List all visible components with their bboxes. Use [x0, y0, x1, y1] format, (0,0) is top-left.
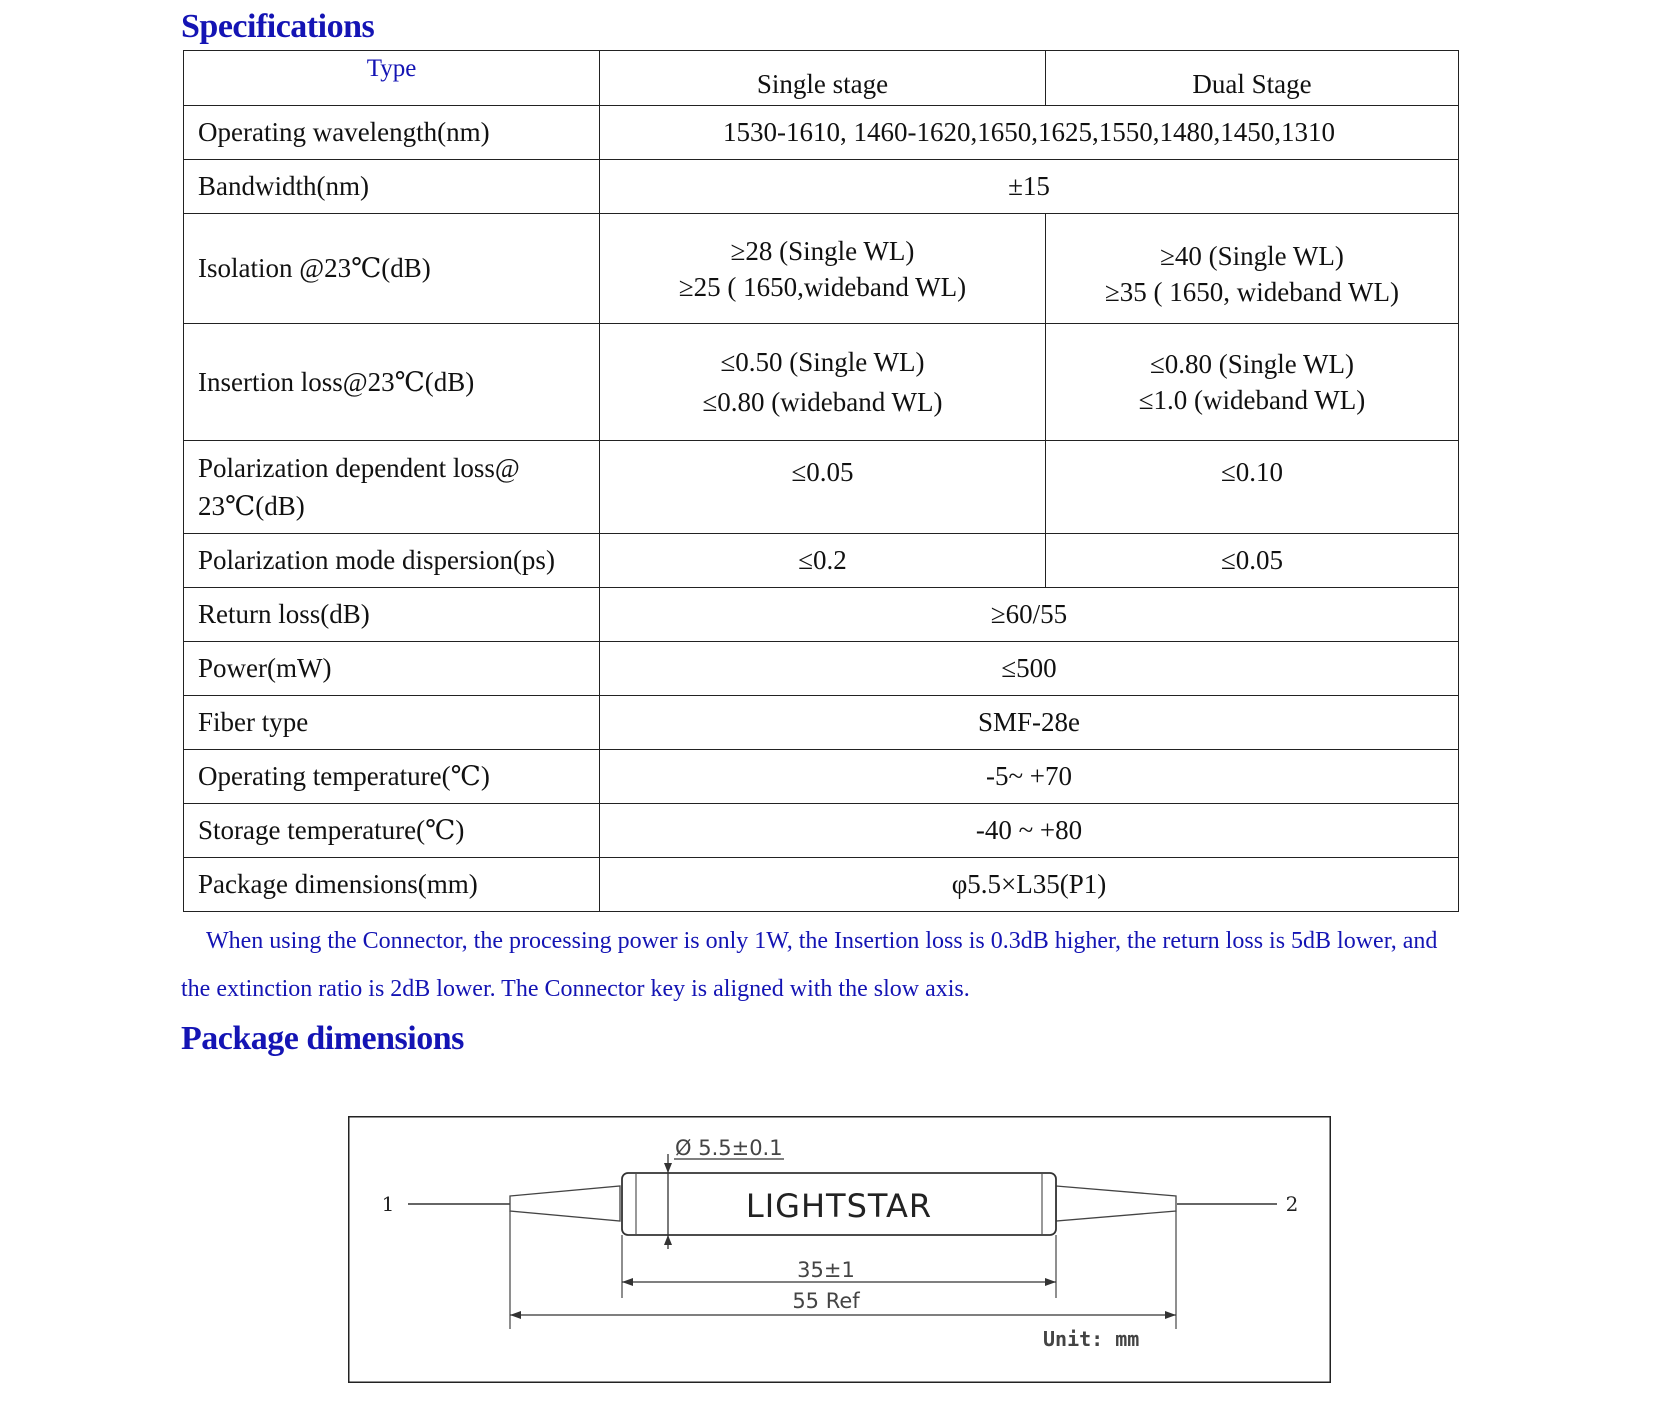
row-value-dual: ≤0.10 [1046, 441, 1459, 534]
row-value-single: ≤0.50 (Single WL) ≤0.80 (wideband WL) [600, 324, 1046, 441]
row-value: 1530-1610, 1460-1620,1650,1625,1550,1480,1450,1310 [600, 106, 1459, 160]
row-label: Polarization mode dispersion(ps) [184, 534, 600, 588]
row-value-dual: ≤0.05 [1046, 534, 1459, 588]
dual-stage-header: Dual Stage [1046, 51, 1459, 106]
table-row [184, 160, 1459, 214]
total-label: 55 Ref [792, 1289, 860, 1313]
table-row [184, 588, 1459, 642]
brand-label: LIGHTSTAR [745, 1187, 933, 1225]
row-label: Isolation @23℃(dB) [184, 214, 600, 324]
package-dimensions-heading: Package dimensions [181, 1020, 464, 1057]
port-right-label: 2 [1285, 1192, 1299, 1216]
note-line-2: the extinction ratio is 2dB lower. The Connector key is aligned with the slow axis. [181, 976, 970, 1002]
row-value-single: ≤0.2 [600, 534, 1046, 588]
row-label: Power(mW) [184, 642, 600, 696]
table-header-row [184, 51, 1459, 106]
table-row [184, 804, 1459, 858]
row-value: -40 ~ +80 [600, 804, 1459, 858]
single-stage-header: Single stage [600, 51, 1046, 106]
row-value-dual: ≤0.80 (Single WL) ≤1.0 (wideband WL) [1046, 324, 1459, 441]
table-row [184, 642, 1459, 696]
length-label: 35±1 [797, 1258, 855, 1282]
row-value: -5~ +70 [600, 750, 1459, 804]
specifications-heading: Specifications [181, 8, 375, 45]
type-header: Type [184, 51, 600, 106]
row-value-single: ≥28 (Single WL) ≥25 ( 1650,wideband WL) [600, 214, 1046, 324]
row-value: ±15 [600, 160, 1459, 214]
connector-note [181, 917, 1481, 1013]
row-label: Package dimensions(mm) [184, 858, 600, 912]
drawing-frame [349, 1117, 1331, 1383]
specifications-table [183, 50, 1459, 912]
row-label: Fiber type [184, 696, 600, 750]
row-label: Storage temperature(℃) [184, 804, 600, 858]
row-label: Operating temperature(℃) [184, 750, 600, 804]
table-row [184, 750, 1459, 804]
row-value: SMF-28e [600, 696, 1459, 750]
diameter-label: Ø 5.5±0.1 [675, 1136, 783, 1160]
table-row [184, 324, 1459, 441]
table-row [184, 106, 1459, 160]
row-label: Operating wavelength(nm) [184, 106, 600, 160]
note-line-1: When using the Connector, the processing power is only 1W, the Insertion loss is 0.3dB higher, the return loss is 5dB lower, and [206, 928, 1438, 954]
table-row [184, 534, 1459, 588]
row-value-dual: ≥40 (Single WL) ≥35 ( 1650, wideband WL) [1046, 214, 1459, 324]
table-row [184, 858, 1459, 912]
package-drawing [348, 1116, 1331, 1383]
table-row [184, 441, 1459, 534]
row-value: ≤500 [600, 642, 1459, 696]
table-row [184, 214, 1459, 324]
table-row [184, 696, 1459, 750]
row-label: Insertion loss@23℃(dB) [184, 324, 600, 441]
unit-label: Unit: mm [1043, 1327, 1140, 1351]
row-label: Bandwidth(nm) [184, 160, 600, 214]
port-left-label: 1 [381, 1192, 395, 1216]
row-value: φ5.5×L35(P1) [600, 858, 1459, 912]
row-value: ≥60/55 [600, 588, 1459, 642]
row-label: Polarization dependent loss@ 23℃(dB) [184, 441, 600, 534]
row-label: Return loss(dB) [184, 588, 600, 642]
row-value-single: ≤0.05 [600, 441, 1046, 534]
